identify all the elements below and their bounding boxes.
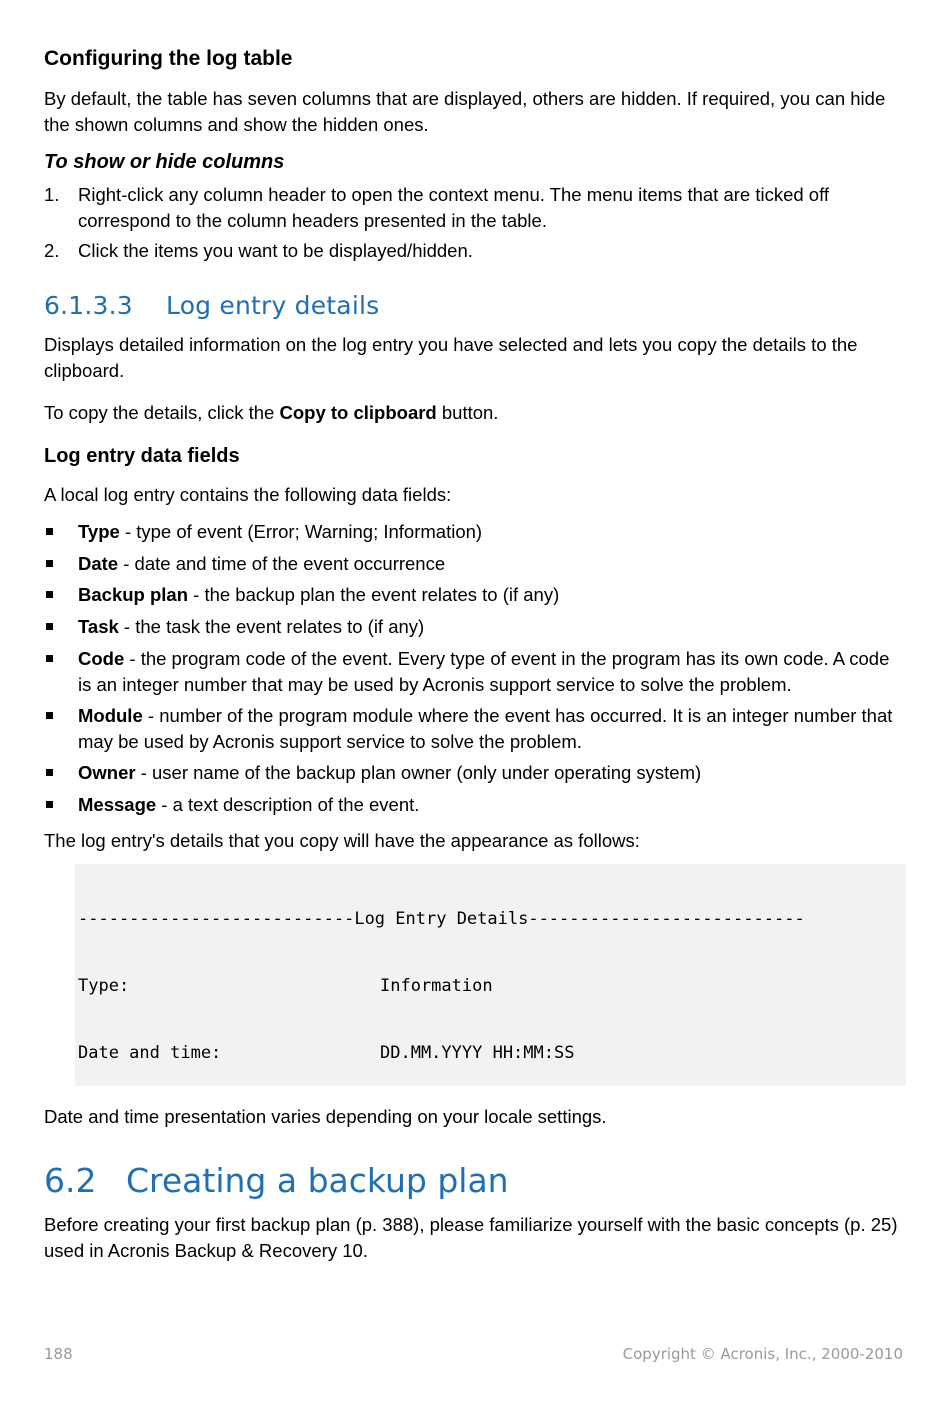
field-desc: - the program code of the event. Every type of event in the program has its own code. A code is an integer number that may be used by Acronis support service to solve the problem.: [78, 648, 890, 695]
field-list-item: [44, 646, 906, 697]
bullet-icon: [46, 769, 53, 776]
bullet-icon: [46, 655, 53, 662]
section-title: Creating a backup plan: [126, 1161, 509, 1200]
field-name: Message: [78, 794, 157, 815]
field-name: Owner: [78, 762, 136, 783]
field-list-item: [44, 582, 906, 608]
copy-instruction-suffix: button.: [436, 402, 499, 423]
field-desc: - number of the program module where the event has occurred. It is an integer number that may be used by Acronis support service to solve the problem.: [78, 705, 893, 752]
field-desc: - the task the event relates to (if any): [118, 616, 425, 637]
step-item: [44, 238, 906, 264]
field-desc: - date and time of the event occurrence: [118, 553, 446, 574]
field-list-item: [44, 519, 906, 545]
paragraph-backup-intro: Before creating your first backup plan (p. 388), please familiarize yourself with the basic concepts (p. 25) used in Acronis Backup & Recovery 10.: [44, 1214, 898, 1261]
field-desc: - type of event (Error; Warning; Information): [119, 521, 483, 542]
heading-log-entry-details: [44, 290, 379, 322]
code-value: DD.MM.YYYY HH:MM:SS: [380, 1042, 575, 1063]
code-header-line: ---------------------------Log Entry Details---------------------------: [78, 909, 805, 930]
page-number: 188: [44, 1345, 73, 1363]
code-label: Type:: [78, 976, 130, 996]
bullet-icon: [46, 528, 53, 535]
step-text: Right-click any column header to open the context menu. The menu items that are ticked off correspond to the column headers presented in the table.: [78, 184, 830, 231]
heading-data-fields: Log entry data fields: [44, 445, 240, 467]
step-number: 1.: [44, 184, 60, 205]
heading-configuring-log-table: Configuring the log table: [44, 47, 293, 70]
step-item: [44, 182, 906, 233]
field-name: Task: [78, 616, 119, 637]
section-number: 6.2: [44, 1161, 97, 1200]
field-name: Type: [78, 521, 120, 542]
bullet-icon: [46, 712, 53, 719]
field-name: Date: [78, 553, 119, 574]
section-number: 6.1.3.3: [44, 291, 133, 320]
paragraph-fields-intro: A local log entry contains the following data fields:: [44, 484, 452, 505]
paragraph-copy-instruction: [44, 400, 906, 426]
step-number: 2.: [44, 240, 60, 261]
paragraph-config-intro: By default, the table has seven columns that are displayed, others are hidden. If required, you can hide the shown columns and show the hidden ones.: [44, 88, 886, 135]
code-row: [75, 1042, 906, 1064]
field-list-item: [44, 760, 906, 786]
field-list-item: [44, 614, 906, 640]
heading-creating-backup-plan: [44, 1160, 509, 1202]
bullet-icon: [46, 591, 53, 598]
paragraph-details-intro: Displays detailed information on the log entry you have selected and lets you copy the details to the clipboard.: [44, 334, 858, 381]
copy-instruction-prefix: To copy the details, click the: [44, 402, 280, 423]
bullet-icon: [46, 623, 53, 630]
field-name: Backup plan: [78, 584, 188, 605]
log-details-code-block: [75, 864, 906, 1086]
code-value: Information: [380, 976, 493, 996]
field-desc: - the backup plan the event relates to (if any): [188, 584, 560, 605]
document-page: [44, 0, 906, 1419]
step-text: Click the items you want to be displayed/hidden.: [78, 240, 473, 261]
copy-to-clipboard-label: Copy to clipboard: [279, 402, 437, 423]
field-name: Module: [78, 705, 143, 726]
field-list-item: [44, 792, 906, 818]
copyright-notice: Copyright © Acronis, Inc., 2000-2010: [622, 1345, 903, 1363]
field-desc: - a text description of the event.: [156, 794, 420, 815]
field-list-item: [44, 703, 906, 754]
code-label: Date and time:: [78, 1042, 222, 1063]
paragraph-locale-note: Date and time presentation varies depending on your locale settings.: [44, 1106, 607, 1127]
bullet-icon: [46, 560, 53, 567]
bullet-icon: [46, 801, 53, 808]
field-list-item: [44, 551, 906, 577]
code-row: [75, 975, 906, 997]
field-name: Code: [78, 648, 125, 669]
field-desc: - user name of the backup plan owner (only under operating system): [135, 762, 702, 783]
heading-procedure: To show or hide columns: [44, 151, 285, 173]
paragraph-copy-intro: The log entry's details that you copy will have the appearance as follows:: [44, 830, 640, 851]
section-title: Log entry details: [166, 291, 380, 320]
